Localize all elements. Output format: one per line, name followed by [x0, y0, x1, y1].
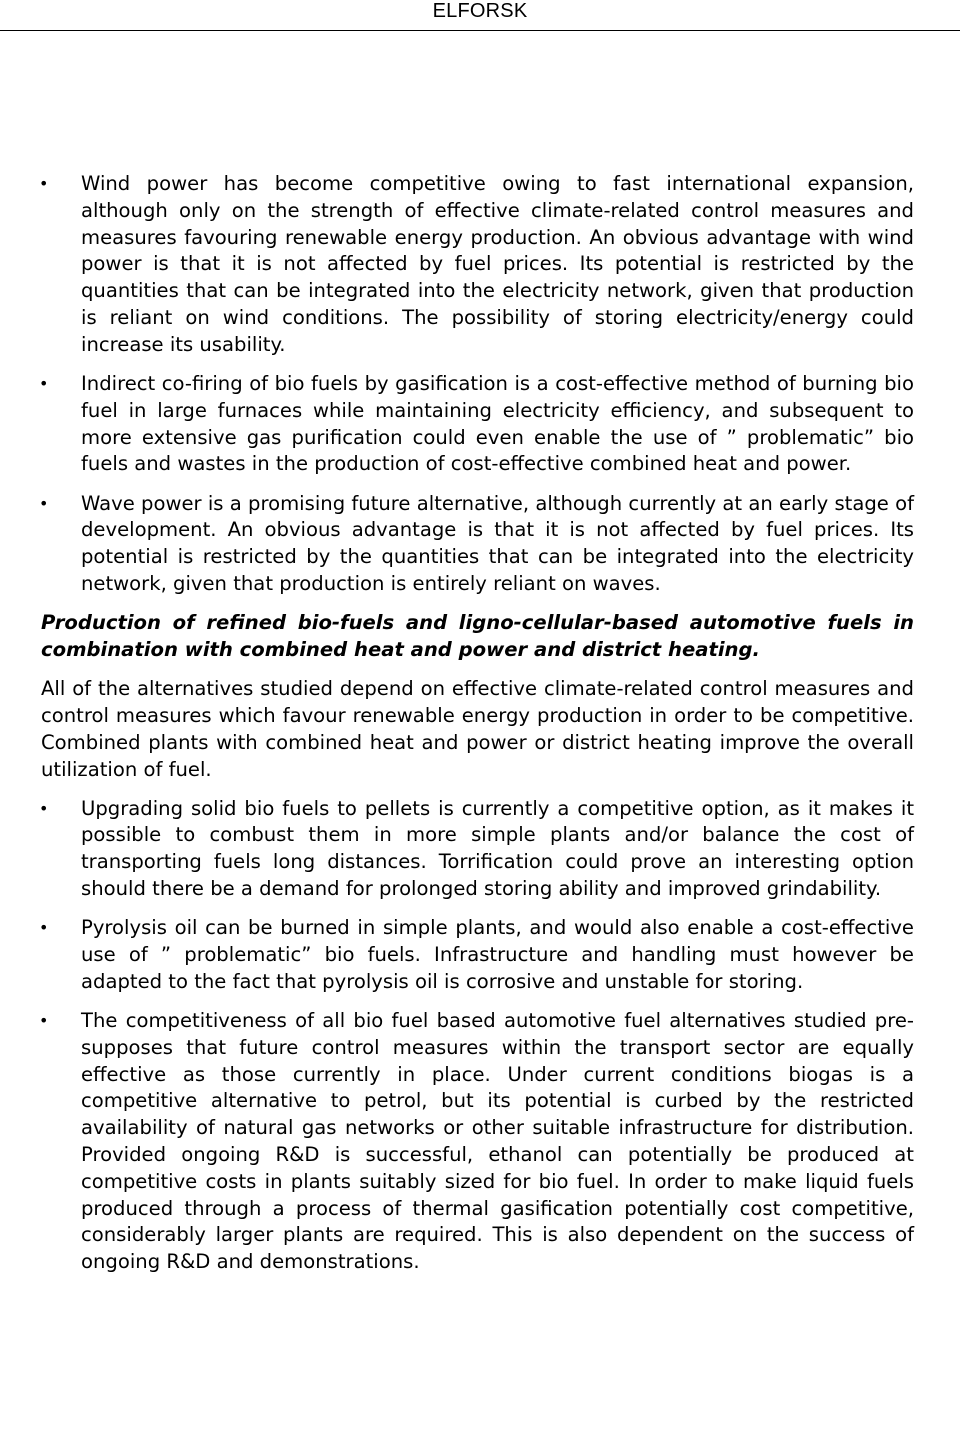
bullet-text: Wave power is a promising future alternative, although currently at an early stage of development. An obvious advantage is that it is not affected by fuel prices. Its potential is restricted by the quantities that can be integrated into the electricity network, given that production is entirely reliant on waves.	[81, 491, 914, 595]
section-heading: Production of refined bio-fuels and ligno-cellular-based automotive fuels in combination with combined heat and power and district heating.	[41, 611, 914, 661]
bullet-item-pellets	[41, 796, 914, 903]
bullet-text: The competitiveness of all bio fuel based automotive fuel alternatives studied pre-supposes that future control measures within the transport sector are equally effective as those currently in place. Under current conditions biogas is a competitive alternative to petrol, but its potential is curbed by the restricted availability of natural gas networks or other suitable infrastructure for distribution. Provided ongoing R&D is successful, ethanol can potentially be produced at competitive costs in plants suitably sized for bio fuel. In order to make liquid fuels produced through a process of thermal gasification potentially cost competitive, considerably larger plants are required. This is also dependent on the success of ongoing R&D and demonstrations.	[81, 1009, 914, 1274]
document-body	[41, 171, 914, 1276]
bullet-icon: •	[39, 174, 49, 193]
section-intro-paragraph: All of the alternatives studied depend on effective climate-related control measures and control measures which favour renewable energy production in order to be competitive. Combined plants with combined heat and power or district heating improve the overall utilization of fuel.	[41, 677, 914, 781]
page-header	[0, 0, 960, 31]
bullet-icon: •	[39, 918, 49, 938]
bullet-item-pyrolysis-oil	[41, 915, 914, 995]
page-header-title: ELFORSK	[432, 0, 528, 22]
bullet-icon: •	[39, 493, 49, 513]
bullet-icon: •	[39, 798, 49, 818]
bullet-list-biofuels	[41, 796, 914, 1276]
bullet-item-wave-power	[41, 491, 914, 598]
bullet-list-energy	[41, 171, 914, 598]
bullet-text: Wind power has become competitive owing to fast international expansion, although only on the strength of effective climate-related control measures and measures favouring renewable energy production. An obvious advantage with wind power is that it is not affected by fuel prices. Its potential is restricted by the quantities that can be integrated into the electricity network, given that production is reliant on wind conditions. The possibility of storing electricity/energy could increase its usability.	[81, 172, 914, 356]
bullet-text: Indirect co-firing of bio fuels by gasification is a cost-effective method of burning bio fuel in large furnaces while maintaining electricity efficiency, and subsequent to more extensive gas purification could even enable the use of ” problematic” bio fuels and wastes in the production of cost-effective combined heat and power.	[81, 371, 914, 476]
bullet-icon: •	[39, 1011, 49, 1031]
bullet-item-indirect-co-firing	[41, 371, 914, 478]
bullet-icon: •	[39, 373, 49, 393]
bullet-item-automotive-fuels	[41, 1008, 914, 1276]
bullet-item-wind-power	[41, 171, 914, 359]
bullet-text: Upgrading solid bio fuels to pellets is currently a competitive option, as it makes it possible to combust them in more simple plants and/or balance the cost of transporting fuels long distances. Torrification could prove an interesting option should there be a demand for prolonged storing ability and improved grindability.	[81, 796, 914, 901]
bullet-text: Pyrolysis oil can be burned in simple plants, and would also enable a cost-effective use of ” problematic” bio fuels. Infrastructure and handling must however be adapted to the fact that pyrolysis oil is corrosive and unstable for storing.	[81, 916, 914, 993]
